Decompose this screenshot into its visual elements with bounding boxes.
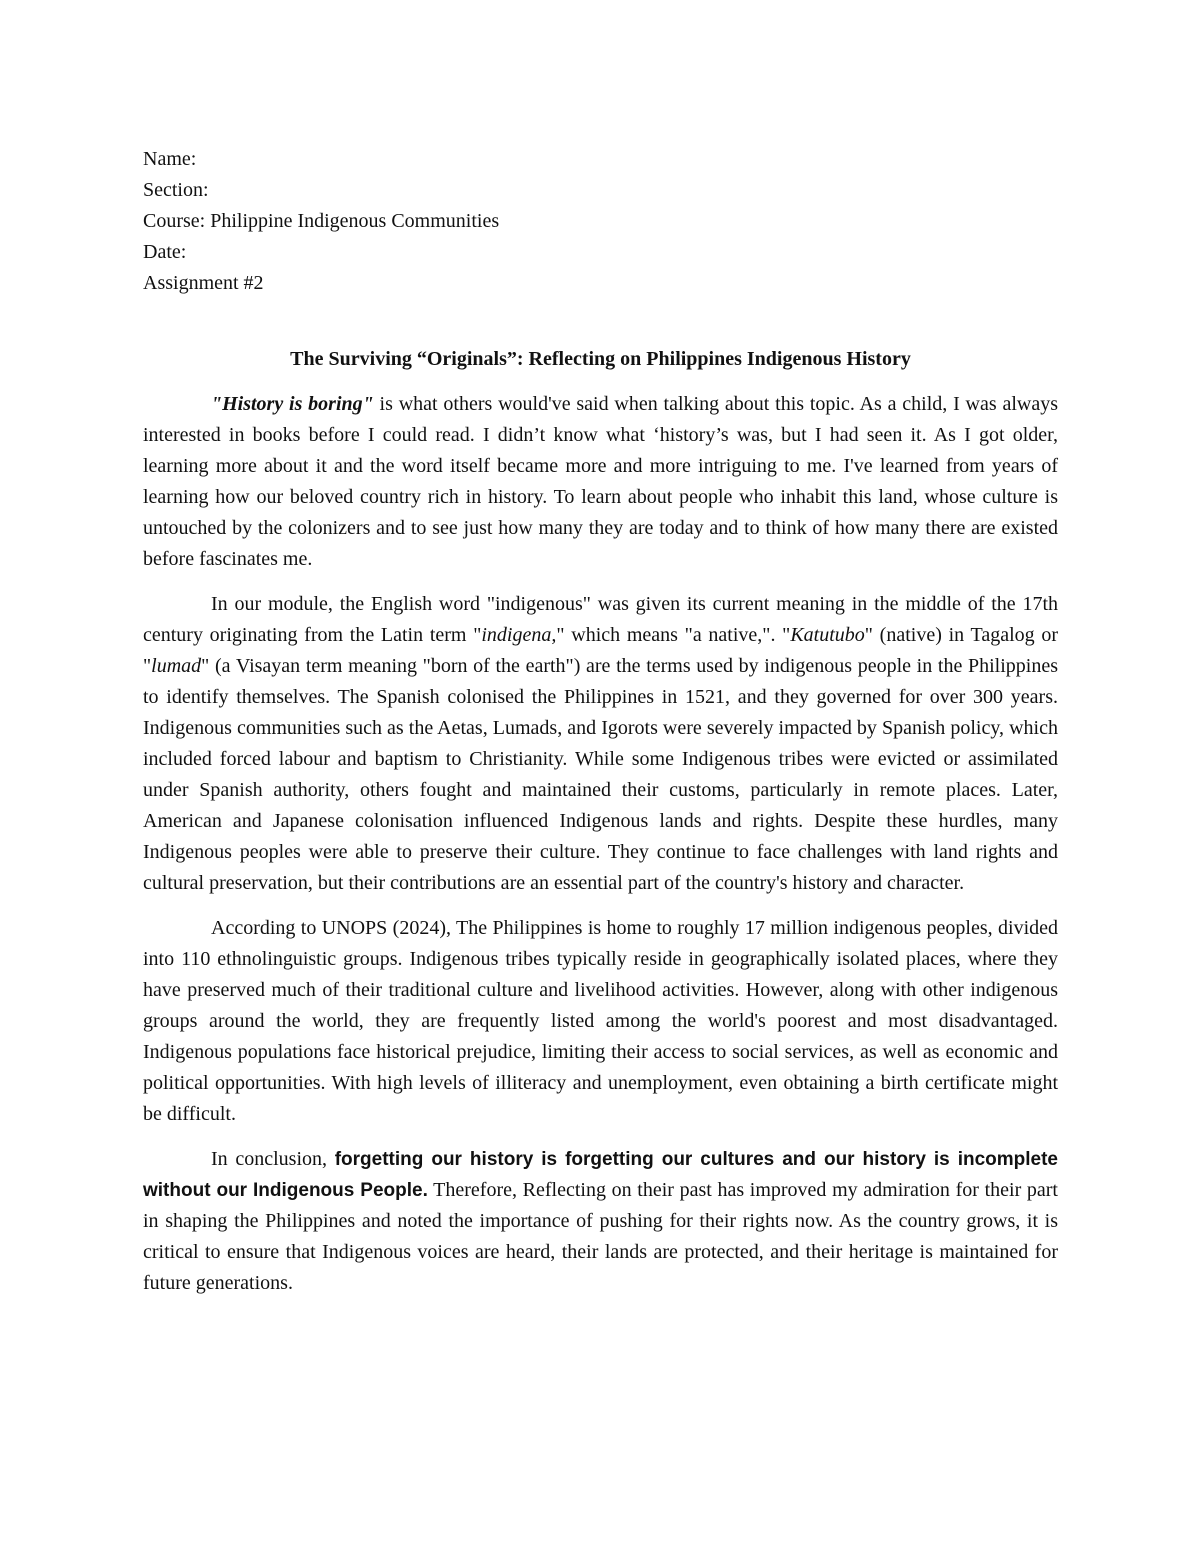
paragraph-conclusion-text-a: In conclusion, [211, 1148, 335, 1170]
term-indigena: indigena, [481, 624, 557, 646]
paragraph-statistics-text: According to UNOPS (2024), The Philippines is home to roughly 17 million indigenous peoples, divided into 110 ethnolinguistic groups. Indigenous tribes typically reside in geographically isolated places, where they have preserved much of their traditional culture and livelihood activities. However, along with other indigenous groups around the world, they are frequently listed among the world's poorest and most disadvantaged. Indigenous populations face historical prejudice, limiting their access to social services, as well as economic and political opportunities. With high levels of illiteracy and unemployment, even obtaining a birth certificate might be difficult. [143, 917, 1058, 1125]
paragraph-conclusion [143, 1144, 1058, 1299]
paragraph-intro [143, 389, 1058, 575]
term-katutubo: Katutubo [790, 624, 865, 646]
student-info-header [143, 144, 499, 299]
paragraph-history-text-b: " which means "a native,". " [556, 624, 791, 646]
date-line: Date: [143, 241, 187, 263]
essay-title: The Surviving “Originals”: Reflecting on Philippines Indigenous History [290, 348, 911, 370]
paragraph-history-text-d: " (a Visayan term meaning "born of the earth") are the terms used by indigenous people in the Philippines to identify themselves. The Spanish colonised the Philippines in 1521, and they governed for over 300 years. Indigenous communities such as the Aetas, Lumads, and Igorots were severely impacted by Spanish policy, which included forced labour and baptism to Christianity. While some Indigenous tribes were evicted or assimilated under Spanish authority, others fought and maintained their customs, particularly in remote places. Later, American and Japanese colonisation influenced Indigenous lands and rights. Despite these hurdles, many Indigenous peoples were able to preserve their culture. They continue to face challenges with land rights and cultural preservation, but their contributions are an essential part of the country's history and character. [143, 655, 1058, 894]
opening-quote: "History is boring" [211, 393, 374, 415]
name-line: Name: [143, 148, 197, 170]
paragraph-history [143, 589, 1058, 899]
term-lumad: lumad [151, 655, 202, 677]
section-line: Section: [143, 179, 209, 201]
essay-body [143, 389, 1058, 1313]
paragraph-conclusion-text-b: Therefore, Reflecting on their past has improved my admiration for their part in shaping the Philippines and noted the importance of pushing for their rights now. As the country grows, it is critical to ensure that Indigenous voices are heard, their lands are protected, and their heritage is maintained for future generations. [143, 1179, 1058, 1294]
paragraph-history-text-a: In our module, the English word "indigenous" was given its current meaning in the middle of the 17th century originating from the Latin term " [143, 593, 1058, 646]
assignment-line: Assignment #2 [143, 272, 264, 294]
paragraph-history-text-c: " (native) in Tagalog or " [143, 624, 1059, 677]
conclusion-emphasis: forgetting our history is forgetting our cultures and our history is incomplete without our Indigenous People. [143, 1149, 1058, 1201]
paragraph-statistics [143, 913, 1058, 1130]
course-line: Course: Philippine Indigenous Communities [143, 210, 500, 232]
paragraph-intro-text: is what others would've said when talking about this topic. As a child, I was always interested in books before I could read. I didn’t know what ‘history’s was, but I had seen it. As I got older, learning more about it and the word itself became more and more intriguing to me. I've learned from years of learning how our beloved country rich in history. To learn about people who inhabit this land, whose culture is untouched by the colonizers and to see just how many they are today and to think of how many there are existed before fascinates me. [143, 393, 1058, 570]
